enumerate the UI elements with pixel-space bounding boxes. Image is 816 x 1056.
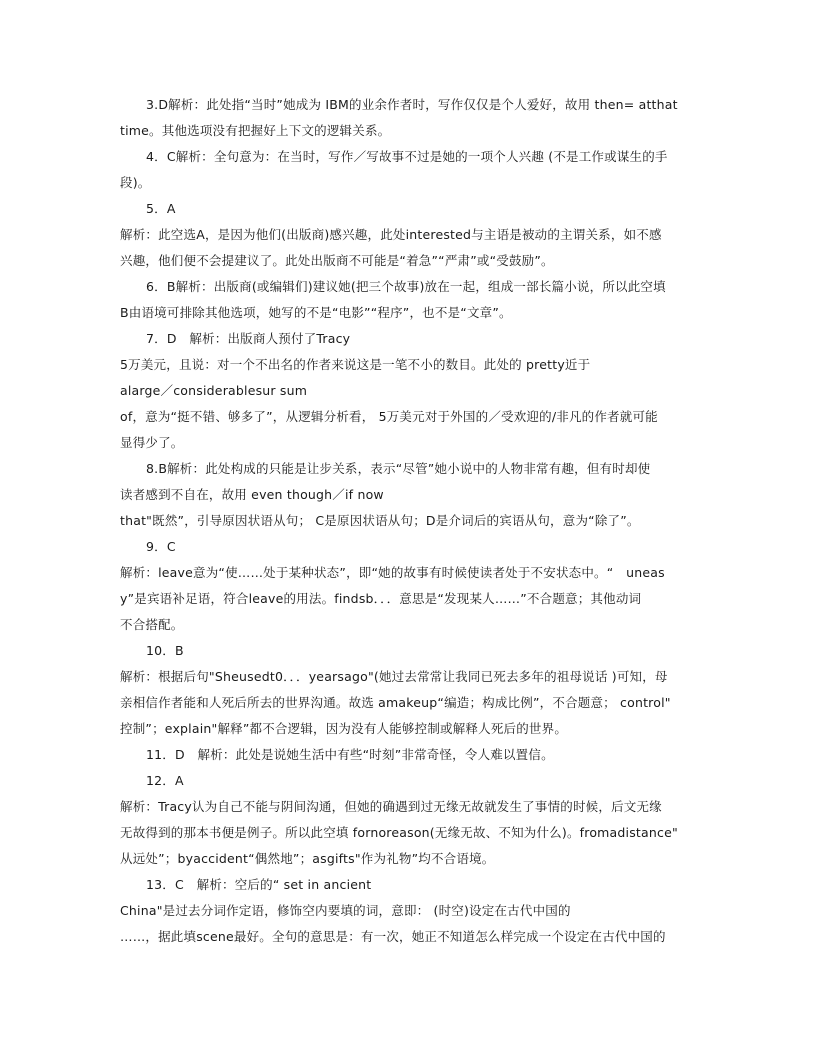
text-line: 5．A [146, 201, 176, 216]
text-line: 无故得到的那本书便是例子。所以此空填 fornoreason(无缘无故、不知为什么)。fromadistance" [120, 825, 678, 840]
text-line: ……，据此填scene最好。全句的意思是：有一次，她正不知道怎么样完成一个设定在古代中国的 [120, 929, 666, 944]
text-line: 显得少了。 [120, 435, 184, 450]
text-line: alarge／considerablesur sum [120, 383, 308, 398]
text-line: 亲相信作者能和人死后所去的世界沟通。故选 amakeup“编造；构成比例”，不合题意； control" [120, 695, 671, 710]
text-line: 解析：此空选A，是因为他们(出版商)感兴趣，此处interested与主语是被动的主谓关系，如不感 [120, 227, 662, 242]
text-line: that"既然”，引导原因状语从句； C是原因状语从句；D是介词后的宾语从句，意为“除了”。 [120, 513, 640, 528]
text-line: 兴趣，他们便不会提建议了。此处出版商不可能是“着急”“严肃”或“受鼓励”。 [120, 253, 554, 268]
text-line: 5万美元，且说：对一个不出名的作者来说这是一笔不小的数目。此处的 pretty近于 [120, 357, 591, 372]
text-line: 8.B解析：此处构成的只能是让步关系，表示“尽管”她小说中的人物非常有趣，但有时却使 [146, 461, 651, 476]
text-line: 不合搭配。 [120, 617, 184, 632]
text-line: 7．D 解析：出版商人预付了Tracy [146, 331, 351, 346]
text-line: 4．C解析：全句意为：在当时，写作／写故事不过是她的一项个人兴趣 (不是工作或谋生的手 [146, 149, 668, 164]
text-line: China"是过去分词作定语，修饰空内要填的词，意即： (时空)设定在古代中国的 [120, 903, 571, 918]
text-line: 13．C 解析：空后的“ set in ancient [146, 877, 372, 892]
text-line: 11．D 解析：此处是说她生活中有些“时刻”非常奇怪，令人难以置信。 [146, 747, 554, 762]
text-line: 读者感到不自在，故用 even though／if now [120, 487, 384, 502]
text-line: 段)。 [120, 175, 151, 190]
text-line: 9．C [146, 539, 176, 554]
text-line: 解析：Tracy认为自己不能与阴间沟通，但她的确遇到过无缘无故就发生了事情的时候，后文无缘 [120, 799, 662, 814]
text-line: time。其他选项没有把握好上下文的逻辑关系。 [120, 123, 391, 138]
text-line: 12．A [146, 773, 184, 788]
text-line: 3.D解析：此处指“当时”她成为 IBM的业余作者时，写作仅仅是个人爱好，故用 then= atthat [146, 97, 678, 112]
text-line: 解析：根据后句"Sheusedt0．．．yearsago"(她过去常常让我同已死去多年的祖母说话 )可知，母 [120, 669, 668, 684]
text-line: 从远处”；byaccident“偶然地”；asgifts"作为礼物”均不合语境。 [120, 851, 495, 866]
text-line: of，意为“挺不错、够多了”，从逻辑分析看， 5万美元对于外国的／受欢迎的/非凡的作者就可能 [120, 409, 658, 424]
text-line: 解析：leave意为“使……处于某种状态”，即“她的故事有时候使读者处于不安状态中。“ uneas [120, 565, 665, 580]
text-line: B由语境可排除其他选项，她写的不是“电影”“程序”，也不是“文章”。 [120, 305, 512, 320]
text-line: 控制”；explain"解释”都不合逻辑，因为没有人能够控制或解释人死后的世界。 [120, 721, 568, 736]
text-line: y”是宾语补足语，符合leave的用法。findsb．．．意思是“发现某人……”不合题意；其他动词 [120, 591, 642, 606]
text-line: 10．B [146, 643, 184, 658]
text-line: 6．B解析：出版商(或编辑们)建议她(把三个故事)放在一起，组成一部长篇小说，所以此空填 [146, 279, 666, 294]
